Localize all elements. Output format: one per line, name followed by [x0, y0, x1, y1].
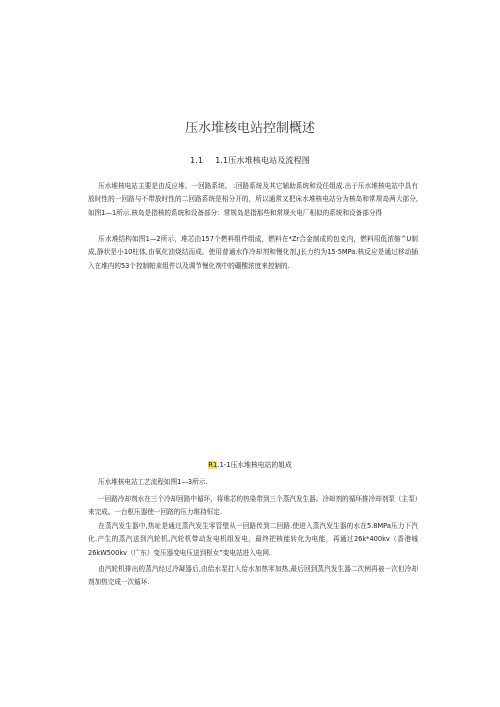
- paragraph-intro: [88, 180, 418, 220]
- caption-text: .1-1压水堆核电站的姐成: [217, 461, 292, 469]
- paragraph-text: 压水堆核电站工艺流程如图1—3所示.: [98, 478, 208, 486]
- section-number: 1.1: [190, 155, 204, 165]
- paragraph-text: 一回路冷却剂水在三个冷却回路中循环，将堆芯的热染带到三个蒸汽发生器。冷却剂的循环推冷却剂泵（主泵）来完成。一台枢压器使一回路的压力维持恒定.: [88, 495, 418, 517]
- paragraph-primary-loop: [88, 493, 418, 520]
- figure-caption: [0, 459, 500, 469]
- paragraph-text: 由汽轮机排出的蒸汽经过冷凝器后,由给水泵打入给水加热零加热,最后回到蒸汽发生器二次例再被一次但冷却剂加热完成一次循环.: [88, 565, 418, 587]
- section-label: 1.1压水堆核电站及流程图: [215, 155, 310, 165]
- section-heading: [0, 155, 500, 166]
- paragraph-steam-generator: [88, 520, 418, 560]
- paragraph-text: 压水堆结构如图1—2所示，堆芯由157个燃料组件组成，燃料在*Zr合金制成的包克内，燃料用低浓缩^U制成,静状是小10柱体,由氧化油烧结而成。使用普通水作冷却剂和慢化剂,J长力约为15·5MPa.核反应是通过移动插入在堆内的53个控制帕束组件以及调节慢化剂中的硼酸浓度来控制的.: [88, 235, 418, 270]
- paragraph-reactor-structure: [88, 233, 418, 273]
- paragraph-text: 压水堆核电站主要是由反应堆、一回路系统、 :回路系统及其它辅助系统和设任组成.出于压水堆核电站中具有放时性的一回路与不带放时性的二回路系统是相分开的，所以通常又把床水堆核电站分为核岛和常规岛两大部分,如图1—1所示.核岛是指核的系统和设备部分：常规岛是指那些和常规火电厂相似的系统和设备部分得: [88, 182, 418, 217]
- caption-highlight: R1: [208, 461, 218, 469]
- document-title: 压水堆核电站控制概述: [184, 121, 315, 136]
- paragraph-text: 在蒸汽发生器中,热址是通过蒸汽发生零管璧从一回路传到二回路.使进入蒸汽发生器的水在5.8MPa压力下汽化.产生的蒸汽送到汽轮机,汽轮机带动发电机组发电，最终把核能转化为电能，再通过26k*400kv（香港城26kW500kv（广东）变压器变电压送到枢女”变电站进入电网.: [88, 522, 418, 557]
- paragraph-process-flow: [88, 476, 418, 489]
- paragraph-condenser: [88, 563, 418, 590]
